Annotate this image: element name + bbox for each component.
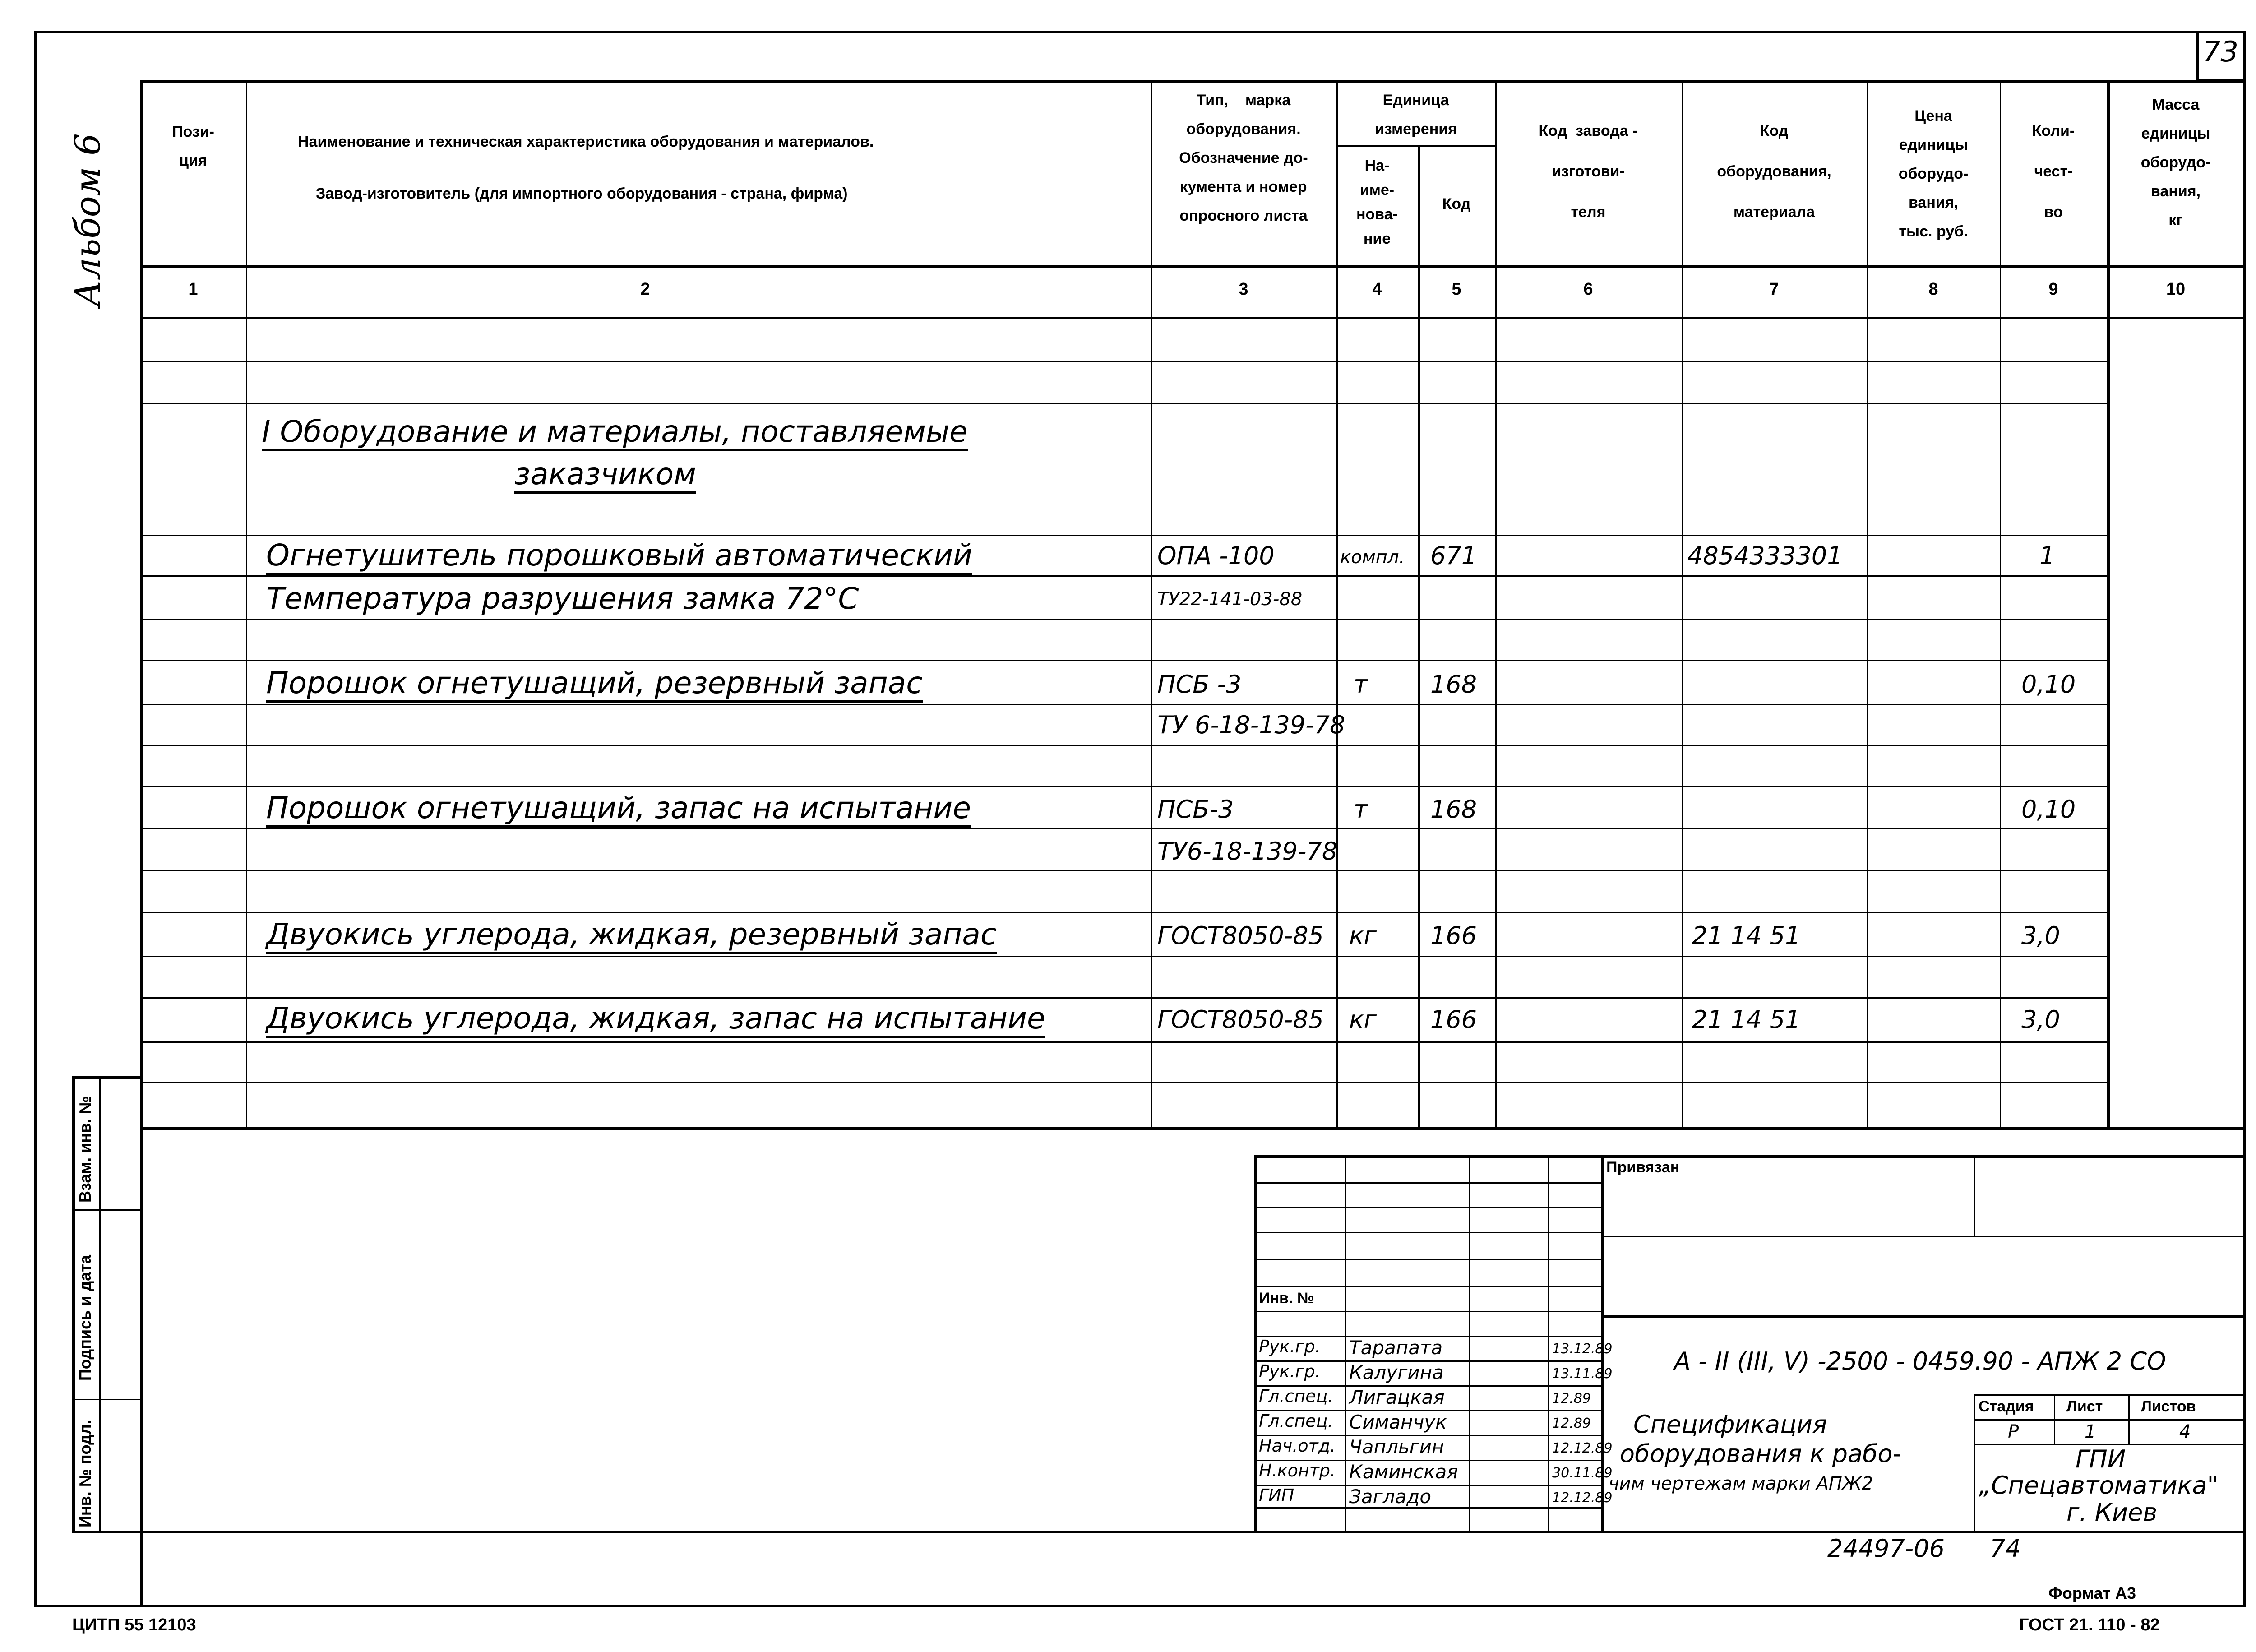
row-3-qty: 0,10 bbox=[2021, 670, 2076, 699]
grid-line bbox=[140, 575, 2107, 577]
stamp-line bbox=[1254, 1259, 1601, 1260]
grid-line bbox=[140, 786, 2107, 787]
header-unit-code: Код bbox=[1442, 195, 1471, 213]
stamp-bottom-border bbox=[72, 1531, 2246, 1533]
grid-col bbox=[2000, 80, 2001, 1127]
row-7-unit: кг bbox=[1349, 921, 1377, 950]
row-1-name: Огнетушитель порошковый автоматический bbox=[266, 538, 972, 575]
grid-col bbox=[246, 80, 247, 1127]
archive-page: 74 bbox=[1990, 1534, 2021, 1563]
stamp-sheets-label: Листов bbox=[2141, 1398, 2196, 1415]
row-5-type: ПСБ-3 bbox=[1157, 795, 1234, 824]
grid-line bbox=[140, 956, 2107, 957]
signer-role-3: Гл.спец. bbox=[1259, 1386, 1333, 1406]
stamp-privyazan-label: Привязан bbox=[1606, 1159, 1680, 1176]
stamp-line bbox=[1254, 1155, 2246, 1158]
header-quantity: Коли- чест- во bbox=[2032, 122, 2075, 221]
grid-line bbox=[140, 1082, 2107, 1083]
row-1-qty: 1 bbox=[2039, 541, 2055, 570]
colnum-10: 10 bbox=[2166, 280, 2186, 299]
grid-line bbox=[140, 535, 2107, 536]
row-4-type: ТУ 6-18-139-78 bbox=[1157, 711, 1345, 739]
signer-role-1: Рук.гр. bbox=[1259, 1337, 1321, 1356]
signer-date-6: 30.11.89 bbox=[1552, 1465, 1613, 1481]
table-top-border bbox=[140, 80, 2246, 83]
row-7-name: Двуокись углерода, жидкая, резервный запас bbox=[266, 917, 997, 954]
stamp-line bbox=[1254, 1232, 1601, 1233]
grid-col-bold bbox=[1418, 317, 1420, 1127]
row-5-name: Порошок огнетушащий, запас на испытание bbox=[266, 791, 971, 828]
stamp-doc-code: А - II (III, V) -2500 - 0459.90 - АПЖ 2 СО bbox=[1674, 1347, 2166, 1375]
stamp-line bbox=[1548, 1155, 1549, 1531]
row-5-unit: т bbox=[1354, 795, 1368, 824]
row-2-type: ТУ22-141-03-88 bbox=[1157, 589, 1303, 610]
row-8-type: ГОСТ8050-85 bbox=[1157, 1005, 1324, 1034]
row-3-code: 168 bbox=[1430, 670, 1477, 699]
grid-line bbox=[140, 1041, 2107, 1043]
stamp-line bbox=[1601, 1315, 2246, 1318]
stamp-line bbox=[1601, 1236, 2246, 1237]
signer-name-7: Загладо bbox=[1349, 1485, 1432, 1508]
grid-line bbox=[140, 403, 2107, 404]
row-8-unit: кг bbox=[1349, 1005, 1377, 1034]
row-8-qty: 3,0 bbox=[2021, 1005, 2060, 1034]
stamp-line bbox=[1345, 1155, 1346, 1531]
colnum-3: 3 bbox=[1239, 280, 1248, 299]
row-1-equip-code: 4854333301 bbox=[1687, 541, 1843, 570]
row-1-unit: компл. bbox=[1340, 547, 1405, 568]
side-label-inventory: Инв. № подл. bbox=[76, 1420, 94, 1527]
row-1-type: ОПА -100 bbox=[1157, 541, 1275, 570]
unit-header-divider bbox=[1336, 145, 1495, 147]
header-unit: Единица измерения bbox=[1375, 92, 1457, 138]
stamp-title-line2: оборудования к рабо- bbox=[1620, 1439, 1901, 1468]
row-2-name: Температура разрушения замка 72°С bbox=[266, 581, 859, 616]
side-label-replace: Взам. инв. № bbox=[76, 1096, 94, 1203]
grid-col bbox=[2107, 80, 2110, 1127]
signer-date-5: 12.12.89 bbox=[1552, 1440, 1613, 1456]
row-3-name: Порошок огнетушащий, резервный запас bbox=[266, 666, 923, 703]
row-1-code: 671 bbox=[1430, 541, 1477, 570]
stamp-line bbox=[1254, 1182, 1601, 1184]
signer-role-4: Гл.спец. bbox=[1259, 1411, 1333, 1431]
side-label-signature: Подпись и дата bbox=[76, 1255, 94, 1381]
signer-date-7: 12.12.89 bbox=[1552, 1490, 1613, 1506]
grid-line bbox=[140, 997, 2107, 999]
section-title-line1: I Оборудование и материалы, поставляемые bbox=[262, 414, 968, 451]
stamp-inv-label: Инв. № bbox=[1259, 1290, 1314, 1307]
header-name-line2: Завод-изготовитель (для импортного оборудования - страна, фирма) bbox=[316, 185, 848, 202]
grid-line bbox=[140, 745, 2107, 746]
header-name-line1: Наименование и техническая характеристика оборудования и материалов. bbox=[298, 133, 874, 150]
side-strip-line bbox=[72, 1076, 75, 1532]
signer-name-2: Калугина bbox=[1349, 1361, 1444, 1384]
side-strip-line bbox=[72, 1076, 140, 1079]
colnum-7: 7 bbox=[1769, 280, 1779, 299]
row-3-type: ПСБ -3 bbox=[1157, 670, 1242, 699]
stamp-org-line2: „Спецавтоматика" bbox=[1979, 1471, 2219, 1499]
grid-line bbox=[140, 619, 2107, 620]
stamp-org-line3: г. Киев bbox=[2066, 1498, 2158, 1527]
format-label: Формат А3 bbox=[2048, 1584, 2136, 1602]
stamp-line bbox=[1254, 1286, 1601, 1287]
grid-col bbox=[1682, 80, 1683, 1127]
signer-date-1: 13.12.89 bbox=[1552, 1341, 1613, 1357]
colnum-1: 1 bbox=[188, 280, 198, 299]
colnum-8: 8 bbox=[1928, 280, 1938, 299]
signer-name-5: Чапльгин bbox=[1349, 1436, 1444, 1458]
stamp-stage-label: Стадия bbox=[1979, 1398, 2034, 1415]
header-equipment-code: Код оборудования, материала bbox=[1717, 122, 1831, 221]
header-bottom-border bbox=[140, 265, 2246, 268]
signer-role-5: Нач.отд. bbox=[1259, 1436, 1336, 1456]
colnum-9: 9 bbox=[2048, 280, 2058, 299]
row-8-name: Двуокись углерода, жидкая, запас на испытание bbox=[266, 1001, 1045, 1038]
stamp-line bbox=[1254, 1155, 1257, 1531]
grid-line bbox=[140, 704, 2107, 705]
section-title-line2: заказчиком bbox=[514, 457, 696, 494]
side-strip-line bbox=[99, 1076, 101, 1532]
row-7-type: ГОСТ8050-85 bbox=[1157, 921, 1324, 950]
row-5-code: 168 bbox=[1430, 795, 1477, 824]
stamp-line bbox=[2128, 1394, 2130, 1444]
signer-name-3: Лигацкая bbox=[1349, 1386, 1445, 1408]
stamp-line bbox=[1469, 1155, 1470, 1531]
signer-name-4: Симанчук bbox=[1349, 1411, 1447, 1433]
stamp-line bbox=[1974, 1394, 1975, 1531]
row-7-code: 166 bbox=[1430, 921, 1477, 950]
row-8-code: 166 bbox=[1430, 1005, 1477, 1034]
signer-role-7: ГИП bbox=[1259, 1485, 1294, 1505]
stamp-line bbox=[1974, 1394, 2246, 1396]
header-position: Пози- ция bbox=[172, 123, 214, 169]
signer-role-2: Рук.гр. bbox=[1259, 1361, 1321, 1381]
colnum-5: 5 bbox=[1452, 280, 1461, 299]
colnum-2: 2 bbox=[640, 280, 650, 299]
archive-number: 24497-06 bbox=[1827, 1534, 1945, 1563]
signer-date-4: 12.89 bbox=[1552, 1416, 1591, 1431]
side-strip-line bbox=[72, 1399, 140, 1400]
grid-line bbox=[140, 912, 2107, 913]
stamp-sheet-label: Лист bbox=[2066, 1398, 2103, 1415]
stamp-stage-value: Р bbox=[2008, 1421, 2019, 1442]
header-type: Тип, марка оборудования. Обозначение до- кумента и номер опросного листа bbox=[1179, 92, 1308, 224]
signer-date-2: 13.11.89 bbox=[1552, 1366, 1613, 1382]
stamp-line bbox=[1974, 1155, 1975, 1236]
grid-col bbox=[1336, 80, 1338, 1127]
page-number: 73 bbox=[2203, 35, 2238, 68]
grid-line bbox=[140, 361, 2107, 362]
stamp-sheets-value: 4 bbox=[2179, 1421, 2191, 1442]
row-7-qty: 3,0 bbox=[2021, 921, 2060, 950]
stamp-line bbox=[2054, 1394, 2055, 1444]
row-6-type: ТУ6-18-139-78 bbox=[1157, 837, 1338, 865]
colnum-4: 4 bbox=[1372, 280, 1382, 299]
row-7-equip-code: 21 14 51 bbox=[1692, 921, 1801, 950]
stamp-sheet-value: 1 bbox=[2085, 1421, 2096, 1442]
footer-right: ГОСТ 21. 110 - 82 bbox=[2019, 1615, 2160, 1634]
footer-left: ЦИТП 55 12103 bbox=[72, 1615, 196, 1634]
colnum-bottom-border bbox=[140, 317, 2246, 319]
stamp-title-line1: Спецификация bbox=[1633, 1410, 1827, 1439]
grid-line bbox=[140, 870, 2107, 871]
header-price: Цена единицы оборудо- вания, тыс. руб. bbox=[1898, 107, 1969, 240]
header-manufacturer-code: Код завода - изготови- теля bbox=[1539, 122, 1638, 221]
signer-date-3: 12.89 bbox=[1552, 1391, 1591, 1407]
stamp-title-line3: чим чертежам марки АПЖ2 bbox=[1609, 1473, 1873, 1494]
colnum-6: 6 bbox=[1583, 280, 1593, 299]
stamp-line bbox=[1974, 1419, 2246, 1421]
table-bottom-border bbox=[140, 1127, 2246, 1130]
header-mass: Масса единицы оборудо- вания, кг bbox=[2140, 96, 2211, 229]
header-unit-name: На- име- нова- ние bbox=[1356, 157, 1398, 247]
side-strip-line bbox=[72, 1209, 140, 1211]
stamp-org-line1: ГПИ bbox=[2076, 1445, 2126, 1473]
row-8-equip-code: 21 14 51 bbox=[1692, 1005, 1801, 1034]
grid-line bbox=[140, 660, 2107, 661]
row-3-unit: т bbox=[1354, 670, 1368, 699]
grid-line bbox=[140, 828, 2107, 829]
grid-col bbox=[1495, 80, 1497, 1127]
grid-col bbox=[1151, 80, 1152, 1127]
signer-role-6: Н.контр. bbox=[1259, 1461, 1336, 1481]
row-5-qty: 0,10 bbox=[2021, 795, 2076, 824]
signer-name-6: Каминская bbox=[1349, 1461, 1458, 1483]
grid-col bbox=[1867, 80, 1868, 1127]
stamp-line bbox=[1254, 1311, 1601, 1312]
stamp-line bbox=[1254, 1207, 1601, 1208]
signer-name-1: Тарапата bbox=[1349, 1337, 1443, 1359]
left-table-border bbox=[140, 80, 143, 1607]
album-label: Альбом 6 bbox=[68, 133, 108, 307]
